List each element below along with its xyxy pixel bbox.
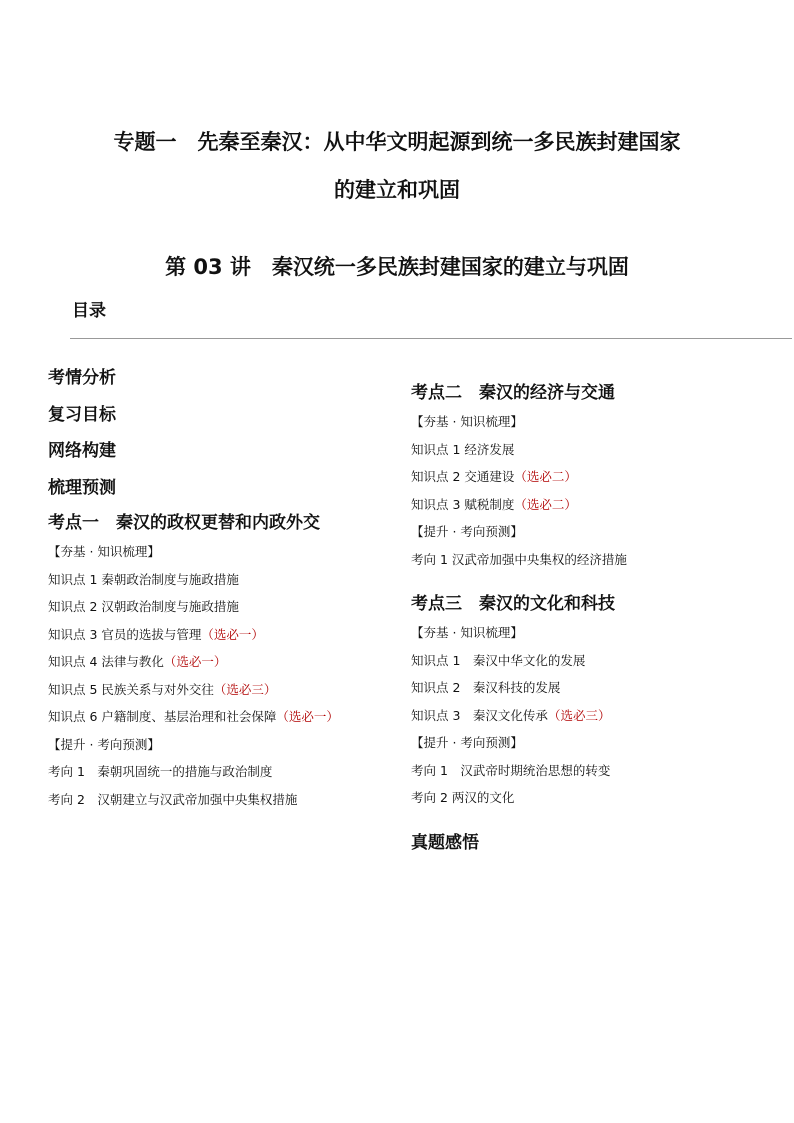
toc-section-review[interactable]: 梳理预测: [48, 477, 116, 498]
toc-knowledge-item[interactable]: [411, 702, 786, 730]
toc-section-network[interactable]: 网络构建: [48, 441, 116, 461]
toc-knowledge-item[interactable]: [48, 566, 388, 594]
item-text: 知识点 4 法律与教化: [48, 654, 164, 669]
toc-knowledge-item[interactable]: [411, 463, 786, 491]
toc-left-column: [48, 362, 388, 813]
toc-right-column: [411, 378, 786, 858]
spacer: [411, 812, 786, 828]
optional-tag: （选必一）: [163, 654, 227, 669]
toc-knowledge-item[interactable]: [48, 648, 388, 676]
toc-knowledge-item[interactable]: [411, 491, 786, 519]
toc-knowledge-item[interactable]: [48, 676, 388, 704]
toc-knowledge-item[interactable]: [411, 647, 786, 675]
toc-direction-item[interactable]: 考向 1 汉武帝加强中央集权的经济措施: [411, 551, 627, 567]
toc-point1-upgrade-header: 【提升 · 考向预测】: [48, 736, 160, 752]
item-text: 知识点 1 秦朝政治制度与施政措施: [48, 571, 239, 587]
optional-tag: （选必一）: [201, 626, 264, 642]
item-text: 知识点 3 官员的选拔与管理: [48, 626, 202, 642]
item-text: 知识点 6 户籍制度、基层治理和社会保障: [48, 709, 277, 724]
toc-knowledge-item[interactable]: [411, 674, 786, 702]
optional-tag: （选必二）: [514, 496, 577, 512]
item-text: 知识点 5 民族关系与对外交往: [48, 681, 214, 697]
spacer: [411, 573, 786, 589]
toc-point1-title[interactable]: 考点一 秦汉的政权更替和内政外交: [48, 513, 320, 533]
toc-point3-knowledge-header: 【夯基 · 知识梳理】: [411, 625, 523, 640]
optional-tag: （选必二）: [514, 469, 577, 484]
toc-knowledge-item[interactable]: [48, 703, 388, 731]
item-text: 知识点 3 赋税制度: [411, 496, 515, 512]
toc-label: 目录: [72, 301, 106, 321]
toc-section-goals[interactable]: 复习目标: [48, 404, 116, 425]
toc-knowledge-item[interactable]: [48, 593, 388, 621]
item-text: 知识点 1 秦汉中华文化的发展: [411, 652, 586, 668]
toc-point3-upgrade-header: 【提升 · 考向预测】: [411, 735, 523, 750]
toc-direction-item[interactable]: 考向 2 汉朝建立与汉武帝加强中央集权措施: [48, 791, 298, 807]
optional-tag: （选必三）: [547, 707, 611, 723]
toc-section-analysis[interactable]: 考情分析: [48, 368, 116, 388]
lecture-title: 第 03 讲 秦汉统一多民族封建国家的建立与巩固: [165, 255, 629, 279]
toc-direction-item[interactable]: 考向 2 两汉的文化: [411, 790, 515, 805]
toc-knowledge-item[interactable]: [48, 621, 388, 649]
topic-title: [0, 126, 794, 206]
toc-final-section[interactable]: 真题感悟: [411, 832, 479, 853]
item-text: 知识点 2 汉朝政治制度与施政措施: [48, 599, 239, 614]
item-text: 知识点 3 秦汉文化传承: [411, 707, 548, 723]
topic-title-line2: 的建立和巩固: [334, 178, 460, 202]
item-text: 知识点 2 交通建设: [411, 469, 515, 484]
toc-point2-title[interactable]: 考点二 秦汉的经济与交通: [411, 383, 615, 403]
toc-point2-upgrade-header: 【提升 · 考向预测】: [411, 524, 523, 539]
toc-point3-title[interactable]: 考点三 秦汉的文化和科技: [411, 594, 615, 614]
toc-knowledge-item[interactable]: [411, 436, 786, 464]
divider: [70, 338, 792, 339]
optional-tag: （选必一）: [276, 709, 339, 724]
item-text: 知识点 1 经济发展: [411, 441, 515, 457]
item-text: 知识点 2 秦汉科技的发展: [411, 680, 561, 695]
topic-title-line1: 专题一 先秦至秦汉：从中华文明起源到统一多民族封建国家: [113, 130, 681, 154]
toc-direction-item[interactable]: 考向 1 秦朝巩固统一的措施与政治制度: [48, 764, 273, 779]
toc-point2-knowledge-header: 【夯基 · 知识梳理】: [411, 414, 523, 429]
toc-direction-item[interactable]: 考向 1 汉武帝时期统治思想的转变: [411, 762, 611, 778]
optional-tag: （选必三）: [213, 681, 277, 697]
toc-point1-knowledge-header: 【夯基 · 知识梳理】: [48, 544, 160, 559]
